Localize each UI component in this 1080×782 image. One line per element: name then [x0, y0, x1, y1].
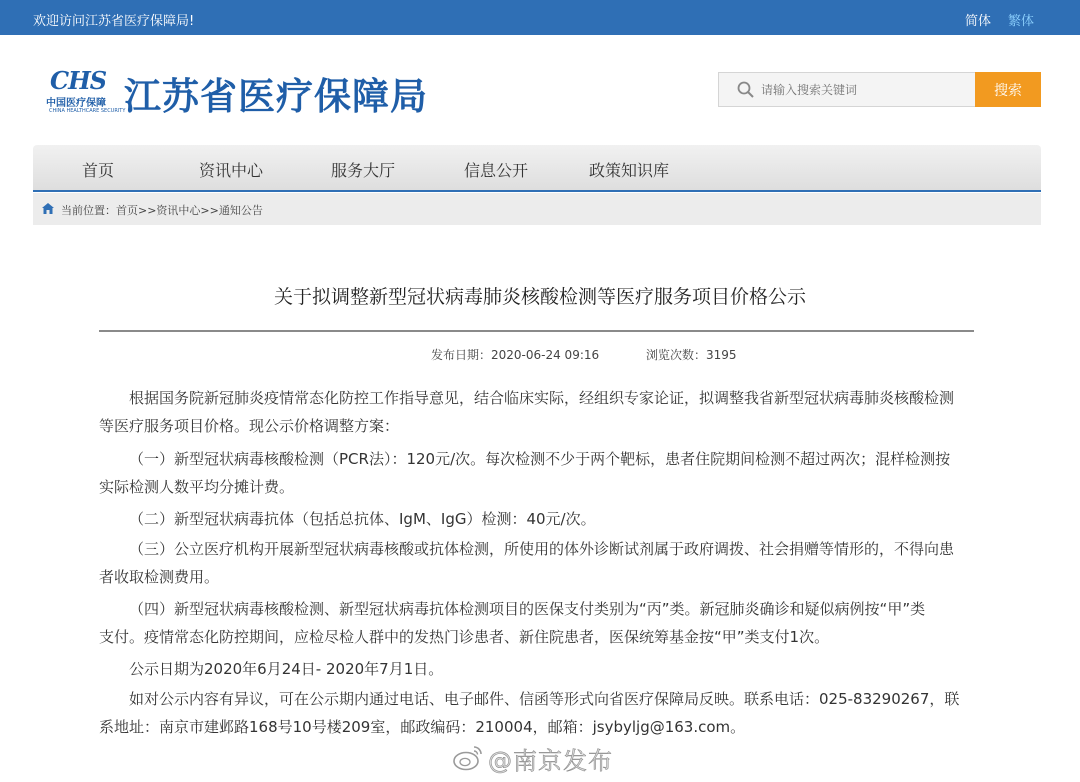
article-title: 关于拟调整新型冠状病毒肺炎核酸检测等医疗服务项目价格公示	[273, 286, 806, 308]
main-nav	[33, 145, 1041, 192]
paragraph-line: （二）新型冠状病毒抗体（包括总抗体、IgM、IgG）检测：40元/次。	[129, 510, 596, 528]
breadcrumb: 当前位置：首页>>资讯中心>>通知公告	[61, 204, 263, 217]
publish-date: 发布日期：2020-06-24 09:16	[431, 348, 600, 362]
paragraph-item-1	[99, 445, 979, 501]
paragraph-line: （四）新型冠状病毒核酸检测、新型冠状病毒抗体检测项目的医保支付类别为“丙”类。新冠肺炎确诊和疑似病例按“甲”类	[129, 600, 926, 618]
paragraph-line: 公示日期为2020年6月24日- 2020年7月1日。	[129, 660, 444, 678]
paragraph-line: 系地址：南京市建邺路168号10号楼209室，邮政编码：210004，邮箱：jsybyljg@163.com。	[99, 718, 746, 736]
paragraph-line: （一）新型冠状病毒核酸检测（PCR法）：120元/次。每次检测不少于两个靶标，患者住院期间检测不超过两次；混样检测按	[129, 450, 951, 468]
nav-item-news[interactable]: 资讯中心	[199, 161, 264, 180]
paragraph-item-4	[99, 595, 979, 651]
nav-item-disclosure[interactable]: 信息公开	[464, 161, 529, 180]
paragraph-item-3	[99, 535, 979, 591]
search-box	[718, 72, 976, 107]
logo-en-text: CHINA HEALTHCARE SECURITY	[49, 108, 126, 114]
search-input[interactable]	[761, 73, 971, 106]
logo-cn-text: 中国医疗保障	[46, 98, 106, 109]
paragraph-dates	[99, 655, 979, 683]
simplified-chinese-link[interactable]: 简体	[965, 14, 992, 29]
paragraph-intro	[99, 384, 979, 440]
watermark	[452, 740, 637, 776]
paragraph-line: 如对公示内容有异议，可在公示期内通过电话、电子邮件、信函等形式向省医疗保障局反映。联系电话：025-83290267，联	[129, 690, 960, 708]
breadcrumb-bar	[33, 193, 1041, 225]
chs-logo[interactable]	[46, 66, 126, 114]
paragraph-line: （三）公立医疗机构开展新型冠状病毒核酸或抗体检测，所使用的体外诊断试剂属于政府调拨、社会捐赠等情形的，不得向患	[129, 540, 955, 558]
search-button[interactable]: 搜索	[975, 72, 1041, 107]
paragraph-line: 等医疗服务项目价格。现公示价格调整方案：	[99, 417, 400, 435]
nav-item-policy[interactable]: 政策知识库	[589, 161, 670, 180]
site-title[interactable]: 江苏省医疗保障局	[124, 75, 428, 118]
top-strip	[0, 0, 1080, 35]
nav-item-services[interactable]: 服务大厅	[331, 161, 396, 180]
view-count: 浏览次数：3195	[646, 348, 737, 362]
nav-item-home[interactable]: 首页	[82, 161, 115, 180]
paragraph-line: 者收取检测费用。	[99, 568, 220, 586]
title-divider	[99, 330, 974, 332]
paragraph-line: 支付。疫情常态化防控期间，应检尽检人群中的发热门诊患者、新住院患者，医保统筹基金按“甲”类支付1次。	[99, 628, 830, 646]
paragraph-line: 实际检测人数平均分摊计费。	[99, 478, 295, 496]
paragraph-item-2	[99, 505, 979, 533]
weibo-icon	[452, 742, 484, 772]
paragraph-contact	[99, 685, 979, 741]
welcome-text: 欢迎访问江苏省医疗保障局!	[33, 14, 195, 29]
paragraph-line: 根据国务院新冠肺炎疫情常态化防控工作指导意见，结合临床实际，经组织专家论证，拟调整我省新型冠状病毒肺炎核酸检测	[129, 389, 955, 407]
search-icon	[737, 81, 754, 98]
watermark-text: @南京发布	[488, 747, 613, 775]
logo-abbr: CHS	[50, 66, 107, 95]
home-icon	[42, 203, 54, 214]
traditional-chinese-link[interactable]: 繁体	[1008, 14, 1035, 29]
